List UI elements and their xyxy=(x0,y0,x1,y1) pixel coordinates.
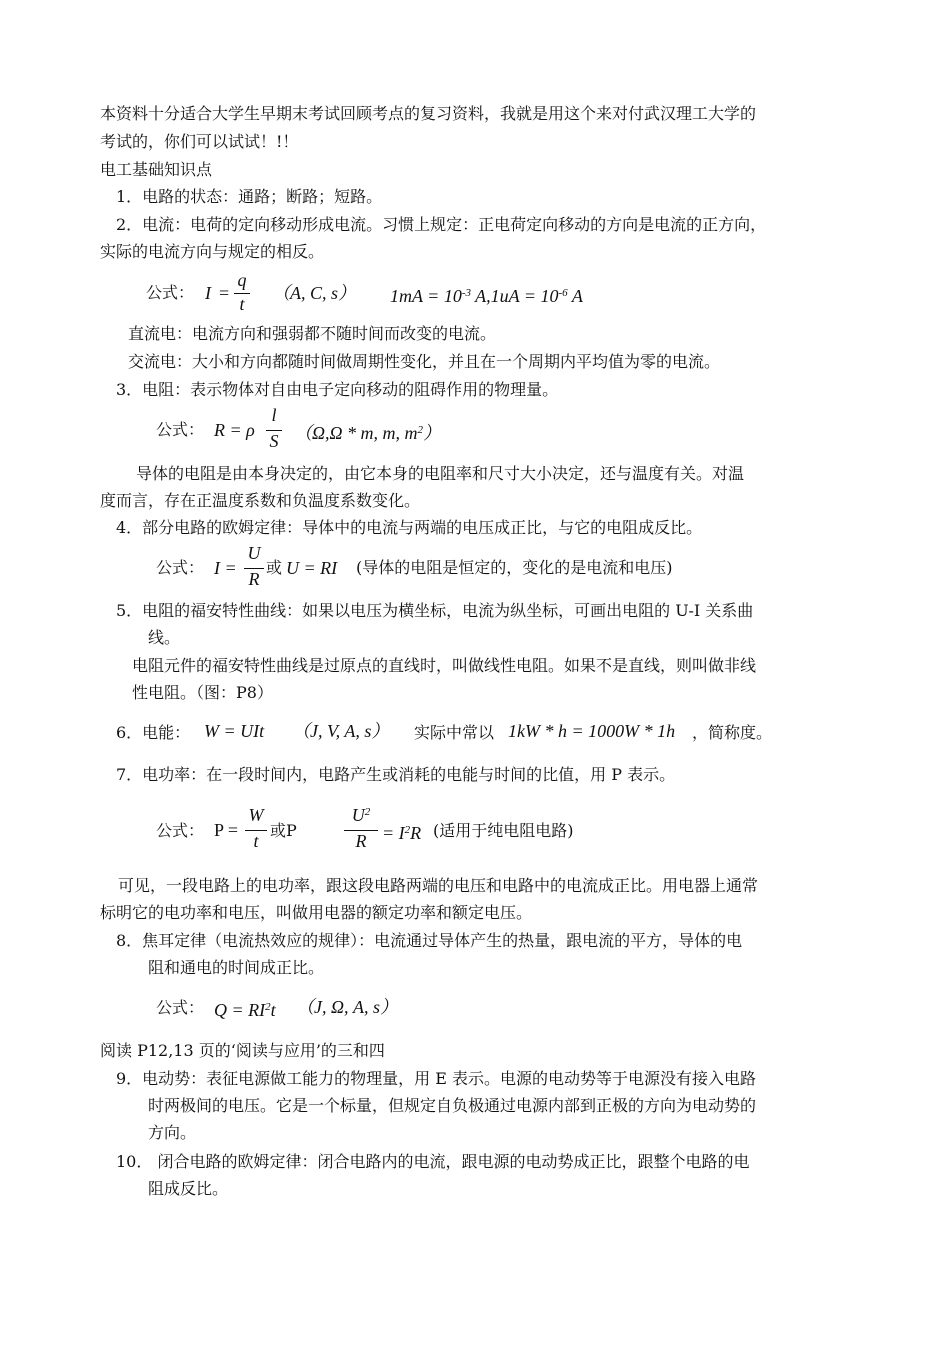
formula-3-label: 公式： xyxy=(156,420,205,439)
ac-definition: 交流电：大小和方向都随时间做周期性变化，并且在一个周期内平均值为零的电流。 xyxy=(128,352,721,371)
formula-4-lhs: I = xyxy=(214,558,237,578)
item-5-paragraph-line-1: 电阻元件的福安特性曲线是过原点的直线时，叫做线性电阻。如果不是直线，则叫做非线 xyxy=(132,656,757,675)
resistance-paragraph-line-2: 度而言，存在正温度系数和负温度系数变化。 xyxy=(100,491,421,510)
section-title: 电工基础知识点 xyxy=(100,160,213,179)
formula-1-conv-a: 1mA = 10 xyxy=(390,286,462,306)
formula-8-formula xyxy=(214,997,276,1020)
item-9-line-1: 9．电动势：表征电源做工能力的物理量，用 E 表示。电源的电动势等于电源没有接入电路 xyxy=(116,1069,757,1088)
formula-4-alt: U = RI xyxy=(286,558,338,578)
formula-8-units: （J, Ω, A, s） xyxy=(296,997,399,1017)
formula-8-sup: 2 xyxy=(265,1001,271,1013)
formula-1-numerator: q xyxy=(237,270,247,290)
item-5-line-1: 5．电阻的福安特性曲线：如果以电压为横坐标，电流为纵坐标，可画出电阻的 U-I 关系曲 xyxy=(116,601,754,620)
item-7: 7．电功率：在一段时间内，电路产生或消耗的电能与时间的比值，用 P 表示。 xyxy=(116,765,676,784)
formula-7-rhs xyxy=(382,820,421,843)
reading-note: 阅读 P12,13 页的‘阅读与应用’的三和四 xyxy=(100,1041,385,1060)
item-6-units: （J, V, A, s） xyxy=(292,721,390,741)
formula-3-denominator: S xyxy=(269,431,279,451)
formula-7-or: 或P xyxy=(270,821,297,840)
item-6-label: 6．电能： xyxy=(116,723,191,742)
formula-3-units-main: （Ω,Ω * m, m, m xyxy=(294,423,418,443)
item-9-line-3: 方向。 xyxy=(148,1123,197,1142)
power-paragraph-line-2: 标明它的电功率和电压，叫做用电器的额定功率和额定电压。 xyxy=(100,903,533,922)
item-2-line-1: 2．电流：电荷的定向移动形成电流。习惯上规定：正电荷定向移动的方向是电流的正方向， xyxy=(116,215,767,234)
formula-4-label: 公式： xyxy=(156,558,205,577)
formula-1-eq: = xyxy=(219,283,230,303)
item-10-line-2: 阻成反比。 xyxy=(148,1179,229,1198)
dc-definition: 直流电：电流方向和强弱都不随时间而改变的电流。 xyxy=(128,324,497,343)
item-5-line-2: 线。 xyxy=(148,628,181,647)
formula-7-label: 公式： xyxy=(156,821,205,840)
formula-3-units xyxy=(294,420,441,443)
formula-3-units-end: ） xyxy=(423,423,442,443)
item-2-line-2: 实际的电流方向与规定的相反。 xyxy=(100,242,325,261)
formula-1-exp-2: -6 xyxy=(558,287,568,299)
item-1: 1．电路的状态：通路；断路；短路。 xyxy=(116,187,383,206)
formula-7-note: (适用于纯电阻电路) xyxy=(433,821,574,840)
formula-8-label: 公式： xyxy=(156,998,205,1017)
formula-8-main: Q = RI xyxy=(214,1000,266,1020)
item-8-line-1: 8．焦耳定律（电流热效应的规律）：电流通过导体产生的热量，跟电流的平方，导体的电 xyxy=(116,931,743,950)
item-3: 3．电阻：表示物体对自由电子定向移动的阻碍作用的物理量。 xyxy=(116,380,559,399)
power-paragraph-line-1: 可见，一段电路上的电功率，跟这段电路两端的电压和电路中的电流成正比。用电器上通常 xyxy=(118,876,759,895)
formula-4-numerator: U xyxy=(247,543,261,563)
formula-1-conv-b: A,1uA = 10 xyxy=(471,286,559,306)
formula-8-t: t xyxy=(270,1000,276,1020)
formula-4-denominator: R xyxy=(248,569,260,589)
formula-3-lhs: R = ρ xyxy=(214,420,255,440)
item-8-line-2: 阻和通电的时间成正比。 xyxy=(148,958,325,977)
formula-7-lhs: P = xyxy=(214,820,238,840)
item-5-paragraph-line-2: 性电阻。（图：P8） xyxy=(132,683,273,702)
item-4: 4．部分电路的欧姆定律：导体中的电流与两端的电压成正比，与它的电阻成反比。 xyxy=(116,518,703,537)
formula-7-denominator-2: R xyxy=(355,831,367,851)
formula-1-units: （A, C, s） xyxy=(272,283,357,303)
formula-7-numerator-1: W xyxy=(248,805,264,825)
item-6-text: 实际中常以 xyxy=(414,723,495,742)
formula-1-label: 公式： xyxy=(146,283,195,302)
formula-7-rhs-i: = I xyxy=(382,823,405,843)
formula-4-or: 或 xyxy=(266,558,283,577)
formula-1-exp-1: -3 xyxy=(461,287,471,299)
formula-7-denominator-1: t xyxy=(253,831,259,851)
item-9-line-2: 时两极间的电压。它是一个标量，但规定自负极通过电源内部到正极的方向为电动势的 xyxy=(148,1096,757,1115)
formula-7-rhs-r: R xyxy=(410,823,422,843)
formula-1-i: I xyxy=(205,283,211,303)
formula-7-numerator-2 xyxy=(344,805,378,826)
formula-1-conversion xyxy=(390,283,583,306)
item-6-formula: W = UIt xyxy=(204,721,265,741)
formula-7-num-2-u: U xyxy=(351,805,365,825)
intro-line-2: 考试的，你们可以试试！!！ xyxy=(100,132,299,151)
formula-3-numerator: l xyxy=(271,405,277,425)
formula-4-note: (导体的电阻是恒定的，变化的是电流和电压) xyxy=(356,558,673,577)
formula-1-conv-c: A xyxy=(567,286,583,306)
item-6-formula-2: 1kW * h = 1000W * 1h xyxy=(508,721,676,741)
formula-7-num-2-sup: 2 xyxy=(364,806,371,818)
resistance-paragraph-line-1: 导体的电阻是由本身决定的，由它本身的电阻率和尺寸大小决定，还与温度有关。对温 xyxy=(136,464,745,483)
item-6-end: ，简称度。 xyxy=(692,723,773,742)
formula-1-denominator: t xyxy=(239,294,245,314)
intro-line-1: 本资料十分适合大学生早期末考试回顾考点的复习资料，我就是用这个来对付武汉理工大学的 xyxy=(100,104,757,123)
formula-3-units-sup: 2 xyxy=(417,424,424,436)
item-10-line-1: 10． 闭合电路的欧姆定律：闭合电路内的电流，跟电源的电动势成正比，跟整个电路的电 xyxy=(116,1152,750,1171)
formula-7-rhs-sup: 2 xyxy=(404,824,411,836)
